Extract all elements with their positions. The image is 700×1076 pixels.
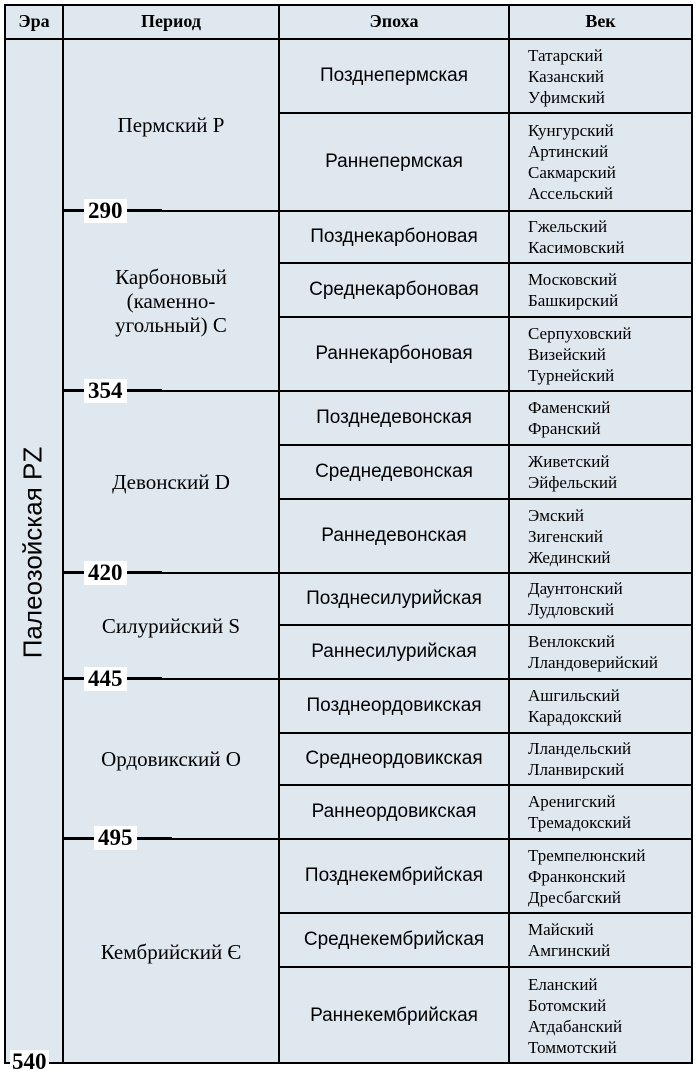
age-list [510, 392, 693, 444]
age-item: Ашгильский [528, 686, 620, 705]
period-cell: Ордовикский O [101, 747, 241, 771]
age-item: Лудловский [528, 600, 615, 619]
header-epoch: Эпоха [278, 4, 510, 40]
epoch-cell: Среднеордовикская [305, 748, 483, 769]
age-list [510, 968, 693, 1064]
boundary-label: 354 [84, 379, 127, 403]
age-item: Зигенский [528, 526, 604, 546]
age-item: Томмотский [528, 1038, 617, 1057]
epoch-cell: Раннекарбоновая [315, 343, 473, 364]
age-list [510, 318, 693, 390]
row-divider [278, 112, 693, 114]
epoch-cell: Позднепермская [319, 65, 469, 86]
row-divider [278, 624, 693, 626]
epoch-cell: Среднедевонская [315, 461, 473, 482]
age-item: Франконский [528, 866, 626, 886]
age-item: Кунгурский [528, 121, 614, 140]
era-label: Палеозойская PZ [17, 446, 48, 658]
period-cell: Кембрийский Є [100, 940, 242, 964]
age-list [510, 446, 693, 498]
age-item: Лланвирский [528, 760, 625, 779]
epoch-cell: Позднекарбоновая [310, 226, 478, 247]
period-cell: Девонский D [112, 470, 230, 494]
age-list [510, 680, 693, 732]
age-item: Визейский [528, 344, 606, 364]
boundary-label: 290 [84, 199, 127, 223]
age-item: Эйфельский [528, 473, 618, 492]
age-list [510, 840, 693, 912]
age-item: Жединский [528, 547, 611, 567]
epoch-cell: Позднесилурийская [306, 588, 482, 609]
age-item: Гжельский [528, 217, 608, 236]
epoch-cell: Раннепермская [325, 151, 463, 172]
age-item: Ботомский [528, 996, 607, 1015]
epoch-cell: Среднекарбоновая [309, 279, 479, 300]
row-divider [278, 966, 693, 968]
age-item: Московский [528, 270, 617, 289]
age-item: Артинский [528, 142, 609, 161]
age-item: Венлокский [528, 632, 615, 651]
age-item: Тремпелюнский [528, 845, 646, 865]
boundary-label: 540 [12, 1049, 47, 1074]
age-item: Майский [528, 920, 594, 939]
age-item: Даунтонский [528, 579, 623, 598]
age-item: Башкирский [528, 291, 619, 310]
row-divider [278, 316, 693, 318]
age-list [510, 914, 693, 966]
age-item: Татарский [528, 45, 603, 65]
age-list [510, 264, 693, 316]
age-item: Еланский [528, 975, 598, 994]
header-period: Период [62, 4, 280, 40]
age-item: Атдабанский [528, 1017, 623, 1036]
row-divider [278, 732, 693, 734]
age-item: Карадокский [528, 707, 622, 726]
age-item: Турнейский [528, 365, 615, 385]
header-age: Век [508, 4, 693, 40]
age-item: Живетский [528, 452, 610, 471]
era-cell [4, 40, 62, 1064]
row-divider [278, 444, 693, 446]
period-cell: Силурийский S [101, 614, 241, 638]
age-item: Казанский [528, 66, 605, 86]
epoch-cell: Позднекембрийская [304, 865, 484, 886]
age-list [510, 500, 693, 572]
age-list [510, 114, 693, 210]
period-cell: Карбоновый (каменно-угольный) С [115, 265, 227, 337]
epoch-cell: Раннедевонская [321, 525, 467, 546]
row-divider [278, 784, 693, 786]
age-list [510, 626, 693, 678]
header-era: Эра [4, 4, 64, 40]
age-item: Тремадокский [528, 813, 631, 832]
boundary-label: 420 [84, 561, 127, 585]
age-item: Лландельский [528, 739, 632, 758]
epoch-cell: Позднедевонская [316, 407, 472, 428]
age-item: Ассельский [528, 184, 613, 203]
age-item: Сакмарский [528, 163, 616, 182]
age-list [510, 212, 693, 262]
epoch-cell: Среднекембрийская [303, 929, 485, 950]
age-item: Франский [528, 419, 601, 438]
age-item: Амгинский [528, 941, 611, 960]
epoch-cell: Позднеордовикская [306, 695, 482, 716]
epoch-cell: Раннеордовикская [311, 801, 477, 822]
age-item: Касимовский [528, 238, 625, 257]
age-item: Фаменский [528, 398, 611, 417]
age-item: Серпуховский [528, 323, 632, 343]
age-item: Дресбагский [528, 887, 621, 907]
age-item: Уфимский [528, 87, 605, 107]
boundary-label: 495 [94, 826, 137, 850]
period-cell: Пермский P [117, 113, 225, 137]
age-item: Эмский [528, 505, 584, 525]
age-list [510, 40, 693, 112]
boundary-label: 445 [84, 667, 127, 691]
row-divider [278, 262, 693, 264]
age-list [510, 786, 693, 838]
age-item: Аренигский [528, 792, 616, 811]
age-list [510, 574, 693, 624]
age-item: Лландоверийский [528, 653, 658, 672]
row-divider [278, 912, 693, 914]
epoch-cell: Раннесилурийская [311, 641, 477, 662]
row-divider [278, 498, 693, 500]
age-list [510, 734, 693, 784]
epoch-cell: Раннекембрийская [310, 1005, 478, 1026]
